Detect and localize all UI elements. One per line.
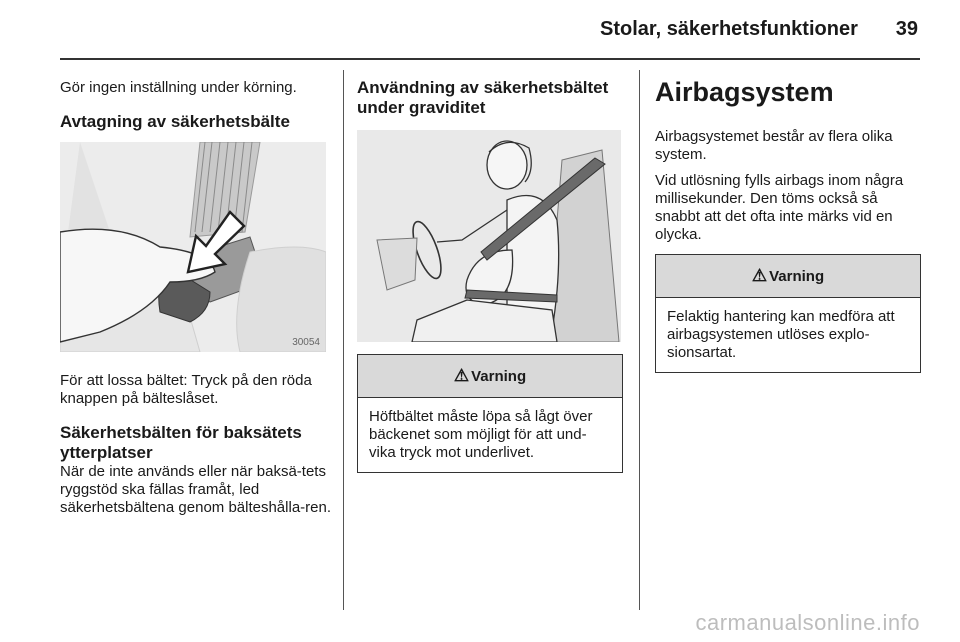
airbag-warning-box [655, 254, 921, 373]
watermark: carmanualsonline.info [695, 610, 920, 635]
warning-text: Felaktig hantering kan medföra att airbagsystemen utlöses explo-sionsartat. [667, 308, 895, 361]
heading-pregnancy-belt: Användning av säkerhetsbältet under graviditet [357, 78, 609, 117]
rear-seat-text: När de inte används eller när baksä-tets ryggstöd ska fällas framåt, led säkerhetsbältena genom bälteshålla-ren. [60, 463, 332, 516]
belt-buckle-illustration [60, 142, 326, 352]
warning-triangle-icon: ⚠ [453, 366, 470, 385]
pregnant-driver-illustration [357, 130, 621, 342]
header-rule [60, 58, 920, 60]
column-right [655, 70, 921, 373]
page-header-title: Stolar, säkerhetsfunktioner [600, 18, 858, 40]
intro-text: Gör ingen inställning under körning. [60, 79, 297, 96]
column-middle [357, 70, 623, 473]
heading-belt-removal: Avtagning av säkerhetsbälte [60, 112, 290, 131]
warning-text: Höftbältet måste löpa så lågt över bäckenet som möjligt för att und-vika tryck mot underlivet. [369, 408, 593, 461]
airbag-deployment-text: Vid utlösning fylls airbags inom några millisekunder. Den töms också så snabbt att det ofta inte märks vid en olycka. [655, 172, 904, 243]
column-divider-1 [343, 70, 344, 610]
pregnancy-warning-box [357, 354, 623, 473]
warning-triangle-icon: ⚠ [751, 266, 768, 285]
belt-buckle-drawing [60, 142, 326, 352]
heading-rear-seat-belts: Säkerhetsbälten för baksätets ytterplatser [60, 423, 302, 462]
pregnant-driver-drawing [357, 130, 621, 342]
heading-airbag-system: Airbagsystem [655, 77, 834, 107]
warning-title: Varning [769, 268, 825, 285]
page-number: 39 [895, 18, 918, 40]
column-left [60, 70, 332, 517]
figure-number: 30054 [292, 337, 320, 348]
airbag-intro: Airbagsystemet består av flera olika system. [655, 128, 893, 163]
warning-header [358, 355, 622, 398]
warning-title: Varning [471, 368, 527, 385]
warning-header [656, 255, 920, 298]
column-divider-2 [639, 70, 640, 610]
release-instruction: För att lossa bältet: Tryck på den röda knappen på bälteslåset. [60, 372, 312, 407]
